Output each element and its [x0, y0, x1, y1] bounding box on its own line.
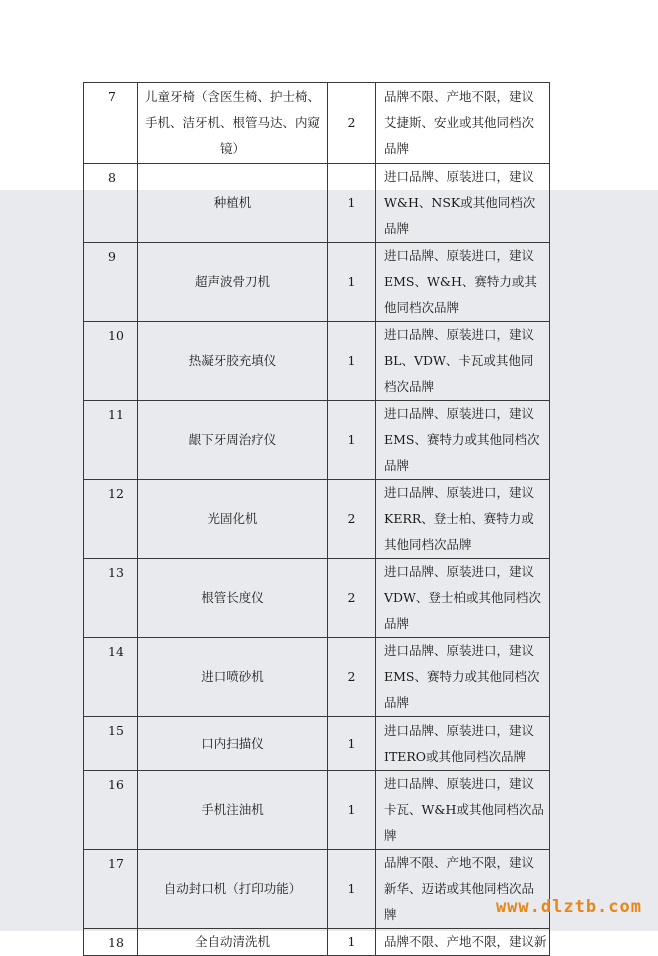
- brand-requirement: 进口品牌、原装进口，建议EMS、赛特力或其他同档次品牌: [376, 638, 550, 717]
- brand-requirement: 进口品牌、原装进口，建议卡瓦、W&H或其他同档次品牌: [376, 771, 550, 850]
- quantity: 1: [328, 771, 376, 850]
- row-number: 9: [84, 243, 138, 322]
- quantity: 1: [328, 164, 376, 243]
- brand-requirement: 品牌不限、产地不限，建议艾捷斯、安业或其他同档次品牌: [376, 83, 550, 164]
- equipment-name: 热凝牙胶充填仪: [138, 322, 328, 401]
- row-number: 11: [84, 401, 138, 480]
- equipment-name: 进口喷砂机: [138, 638, 328, 717]
- brand-requirement: 品牌不限、产地不限，建议新: [376, 929, 550, 956]
- equipment-table: [83, 82, 550, 956]
- brand-requirement: 品牌不限、产地不限，建议新华、迈诺或其他同档次品牌: [376, 850, 550, 929]
- row-number: 8: [84, 164, 138, 243]
- row-number: 16: [84, 771, 138, 850]
- quantity: 1: [328, 717, 376, 771]
- brand-requirement: 进口品牌、原装进口，建议VDW、登士柏或其他同档次品牌: [376, 559, 550, 638]
- brand-requirement: 进口品牌、原装进口，建议BL、VDW、卡瓦或其他同档次品牌: [376, 322, 550, 401]
- brand-requirement: 进口品牌、原装进口，建议W&H、NSK或其他同档次品牌: [376, 164, 550, 243]
- site-watermark: www.dlztb.com: [495, 897, 642, 917]
- quantity: 2: [328, 480, 376, 559]
- row-number: 14: [84, 638, 138, 717]
- equipment-name: 龈下牙周治疗仪: [138, 401, 328, 480]
- table-row: [84, 850, 550, 929]
- quantity: 1: [328, 322, 376, 401]
- quantity: 2: [328, 83, 376, 164]
- equipment-name: 超声波骨刀机: [138, 243, 328, 322]
- table-row: [84, 717, 550, 771]
- table-row: [84, 638, 550, 717]
- table-row: [84, 559, 550, 638]
- table-row: [84, 83, 550, 164]
- table-row: [84, 243, 550, 322]
- row-number: 13: [84, 559, 138, 638]
- quantity: 2: [328, 638, 376, 717]
- brand-requirement: 进口品牌、原装进口，建议EMS、赛特力或其他同档次品牌: [376, 401, 550, 480]
- equipment-name: 手机注油机: [138, 771, 328, 850]
- table-row: [84, 929, 550, 956]
- quantity: 1: [328, 401, 376, 480]
- table-row: [84, 771, 550, 850]
- brand-requirement: 进口品牌、原装进口，建议EMS、W&H、赛特力或其他同档次品牌: [376, 243, 550, 322]
- equipment-name: 自动封口机（打印功能）: [138, 850, 328, 929]
- quantity: 1: [328, 929, 376, 956]
- equipment-name: 儿童牙椅（含医生椅、护士椅、手机、洁牙机、根管马达、内窥镜）: [138, 83, 328, 164]
- equipment-name: 种植机: [138, 164, 328, 243]
- table-row: [84, 401, 550, 480]
- row-number: 7: [84, 83, 138, 164]
- quantity: 1: [328, 850, 376, 929]
- quantity: 1: [328, 243, 376, 322]
- equipment-name: 口内扫描仪: [138, 717, 328, 771]
- row-number: 17: [84, 850, 138, 929]
- equipment-name: 全自动清洗机: [138, 929, 328, 956]
- brand-requirement: 进口品牌、原装进口，建议KERR、登士柏、赛特力或其他同档次品牌: [376, 480, 550, 559]
- row-number: 18: [84, 929, 138, 956]
- table-row: [84, 480, 550, 559]
- equipment-name: 根管长度仪: [138, 559, 328, 638]
- row-number: 10: [84, 322, 138, 401]
- table-row: [84, 164, 550, 243]
- quantity: 2: [328, 559, 376, 638]
- brand-requirement: 进口品牌、原装进口，建议ITERO或其他同档次品牌: [376, 717, 550, 771]
- table-row: [84, 322, 550, 401]
- row-number: 15: [84, 717, 138, 771]
- equipment-name: 光固化机: [138, 480, 328, 559]
- row-number: 12: [84, 480, 138, 559]
